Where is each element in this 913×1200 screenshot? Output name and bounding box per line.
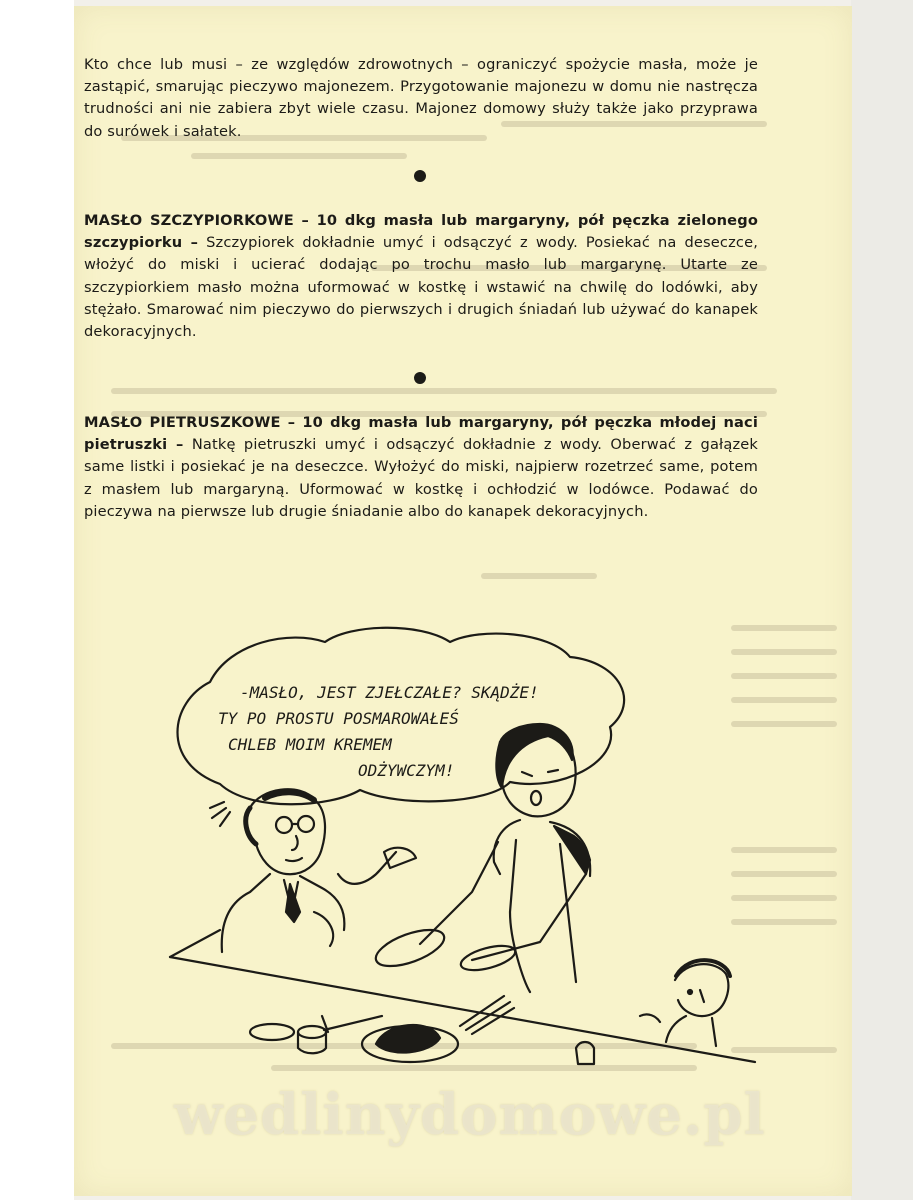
speech-line: CHLEB MOIM KREMEM xyxy=(228,735,392,754)
recipe-body: Szczypiorek dokładnie umyć i odsączyć z wody. Posiekać na deseczce, włożyć do miski i ucierać dodając po trochu masło lub margarynę. Utarte ze szczypiorkiem masło można uformować w kostkę i wstawić na chwilę do lodówki, aby stężało. Smarować nim pieczywo do pierwszych i drugich śniadań lub używać do kanapek dekoracyjnych. xyxy=(84,234,758,341)
scan-margin-left xyxy=(0,0,74,1200)
scan-margin-right xyxy=(851,0,913,1200)
cartoon-illustration xyxy=(100,612,800,1092)
child-figure xyxy=(640,960,730,1046)
speech-line: TY PO PROSTU POSMAROWAŁEŚ xyxy=(218,709,459,728)
recipe-title: MASŁO PIETRUSZKOWE – 10 dkg masła lub margaryny, pół pęczka młodej naci pietruszki – xyxy=(84,414,758,454)
recipe-title: MASŁO SZCZYPIORKOWE – 10 dkg masła lub margaryny, pół pęczka zielonego szczypiorku – xyxy=(84,212,758,252)
watermark: wedlinydomowe.pl xyxy=(174,1082,766,1148)
table-items xyxy=(250,996,594,1064)
plate xyxy=(458,941,517,975)
man-figure xyxy=(210,789,416,952)
plate xyxy=(371,923,448,974)
speech-line: ODŻYWCZYM! xyxy=(358,761,455,780)
section-bullet xyxy=(414,372,426,384)
section-bullet xyxy=(414,170,426,182)
table-edge xyxy=(170,957,755,1062)
recipe-parsley-butter xyxy=(84,412,758,523)
speech-line: -MASŁO, JEST ZJEŁCZAŁE? SKĄDŻE! xyxy=(240,683,539,702)
recipe-body: Natkę pietruszki umyć i odsączyć dokładnie z wody. Oberwać z gałązek same listki i posiekać je na deseczce. Wyłożyć do miski, najpierw rozetrzeć same, potem z masłem lub margaryną. Uformować w kostkę i ochłodzić w lodówce. Podawać do pieczywa na pierwsze lub drugie śniadanie albo do kanapek dekoracyjnych. xyxy=(84,436,758,520)
intro-text: Kto chce lub musi – ze względów zdrowotnych – ograniczyć spożycie masła, może je zastąpić, smarując pieczywo majonezem. Przygotowanie majonezu w domu nie nastręcza trudności ani nie zabiera zbyt wiele czasu. Majonez domowy służy także jako przyprawa do surówek i sałatek. xyxy=(84,56,758,140)
recipe-chive-butter xyxy=(84,210,758,343)
intro-paragraph xyxy=(84,54,758,143)
speech-text xyxy=(218,683,539,780)
